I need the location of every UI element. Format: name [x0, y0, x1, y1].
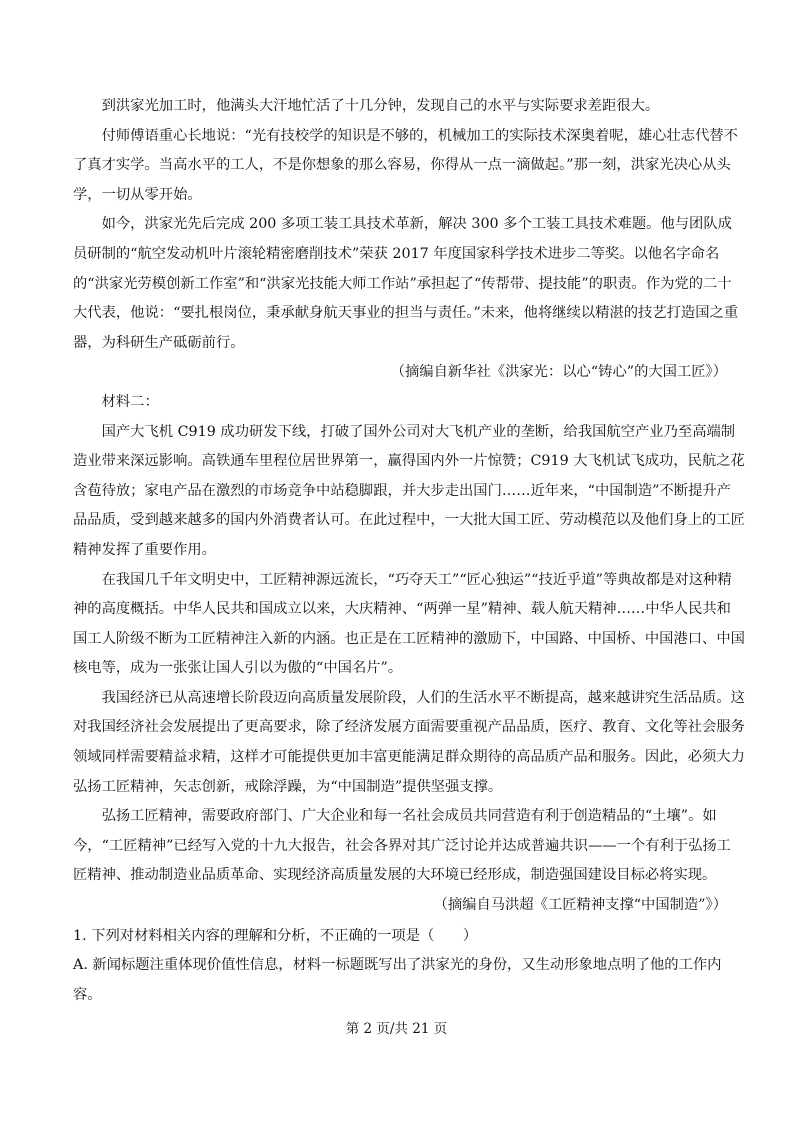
paragraph-2: 付师傅语重心长地说：“光有技校学的知识是不够的，机械加工的实际技术深奥着呢，雄心壮志代替不了真才实学。当高水平的工人，不是你想象的那么容易，你得从一点一滴做起。”那一刻，洪家光决心从头学，一切从零开始。: [73, 127, 738, 203]
paragraph-1: 到洪家光加工时，他满头大汗地忙活了十几分钟，发现自己的水平与实际要求差距很大。: [101, 98, 660, 114]
question-block: [73, 922, 745, 1011]
paragraph-4: 国产大飞机 C919 成功研发下线，打破了国外公司对大飞机产业的垄断，给我国航空产业乃至高端制造业带来深远影响。高铁通车里程位居世界第一，赢得国内外一片惊赞；C919 大飞机试飞成功，民航之花含苞待放；家电产品在激烈的市场竞争中站稳脚跟，并大步走出国门……近年来，“中国制造”不断提升产品品质，受到越来越多的国内外消费者认可。在此过程中，一大批大国工匠、劳动模范以及他们身上的工匠精神发挥了重要作用。: [73, 423, 745, 558]
article-body: [73, 92, 745, 921]
paragraph-7: 弘扬工匠精神，需要政府部门、广大企业和每一名社会成员共同营造有利于创造精品的“土壤”。如今，“工匠精神”已经写入党的十九大报告，社会各界对其广泛讨论并达成普遍共识——一个有利于弘扬工匠精神、推动制造业品质革命、实现经济高质量发展的大环境已经形成，制造强国建设目标必将实现。: [73, 808, 731, 884]
page-footer: [0, 1019, 793, 1039]
paragraph-3: 如今，洪家光先后完成 200 多项工装工具技术革新，解决 300 多个工装工具技术难题。他与团队成员研制的“航空发动机叶片滚轮精密磨削技术”荣获 2017 年度国家科学技术进步二等奖。以他名字命名的“洪家光劳模创新工作室”和“洪家光技能大师工作站”承担起了“传帮带、提技能”的职责。作为党的二十大代表，他说：“要扎根岗位，秉承献身航天事业的担当与责任。”未来，他将继续以精湛的技艺打造国之重器，为科研生产砥砺前行。: [73, 216, 739, 351]
page-number: 第 2 页/共 21 页: [345, 1021, 448, 1037]
source-citation-2: （摘编自马洪超《工匠精神支撑“中国制造”》）: [433, 897, 727, 914]
paragraph-6: 我国经济已从高速增长阶段迈向高质量发展阶段，人们的生活水平不断提高，越来越讲究生活品质。这对我国经济社会发展提出了更高要求，除了经济发展方面需要重视产品品质，医疗、教育、文化等社会服务领域同样需要精益求精，这样才可能提供更加丰富更能满足群众期待的高品质产品和服务。因此，必须大力弘扬工匠精神，矢志创新，戒除浮躁，为“中国制造”提供坚强支撑。: [73, 689, 745, 795]
source-citation-1: （摘编自新华社《洪家光：以心“铸心”的大国工匠》）: [390, 364, 727, 381]
paragraph-5: 在我国几千年文明史中，工匠精神源远流长，“巧夺天工”“匠心独运”“技近乎道”等典故都是对这种精神的高度概括。中华人民共和国成立以来，大庆精神、“两弹一星”精神、载人航天精神……中华人民共和国工人阶级不断为工匠精神注入新的内涵。也正是在工匠精神的激励下，中国路、中国桥、中国港口、中国核电等，成为一张张让国人引以为傲的“中国名片”。: [73, 571, 745, 677]
material-two-heading: 材料二：: [101, 393, 159, 410]
question-option-a: A. 新闻标题注重体现价值性信息，材料一标题既写出了洪家光的身份，又生动形象地点明了他的工作内容。: [73, 957, 722, 1003]
question-stem: 1. 下列对材料相关内容的理解和分析，不正确的一项是（ ）: [73, 927, 478, 944]
